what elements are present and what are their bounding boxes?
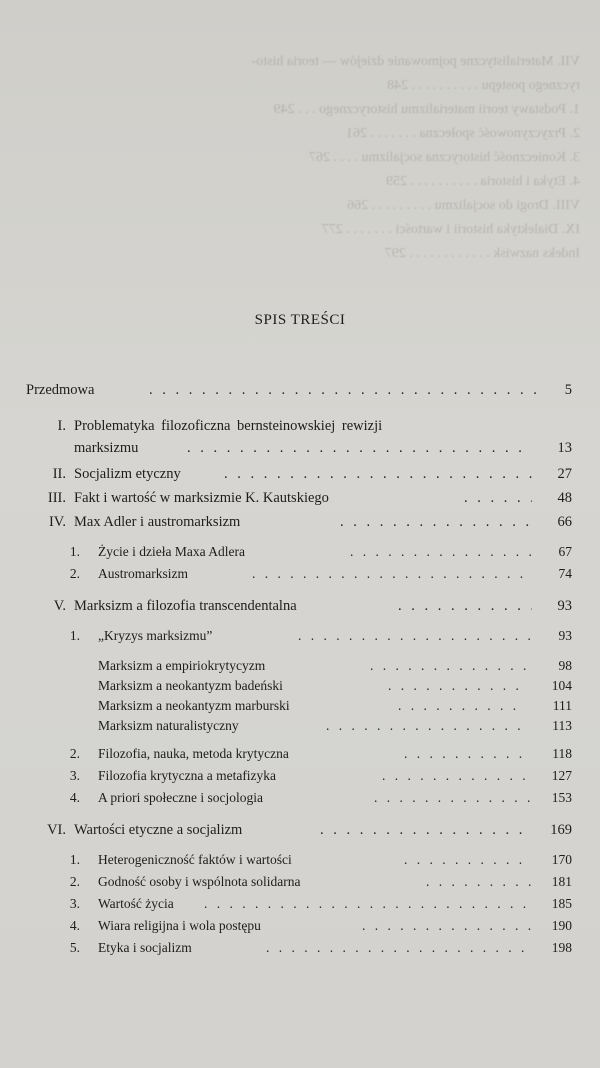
entry-page: 185 [551,896,572,911]
entry-number: 5. [69,940,80,955]
entry-title: Marksizm a neokantyzm badeński [98,678,283,693]
toc-subentry [0,894,560,914]
leader-dots [252,564,532,584]
entry-page: 48 [557,490,572,506]
toc-subentry [98,656,538,676]
entry-title: Max Adler i austromarksizm [74,514,241,530]
toc-entry [0,416,560,436]
toc-subentry [0,542,560,562]
leader-dots [326,716,526,736]
bleed-line: IX. Dialektyka historii i wartości . . . . . . . 277 [321,222,580,237]
entry-title: Wiara religijna i wola postępu [98,918,261,933]
toc-subentry [0,872,560,892]
bleed-line: 1. Podstawy teorii materializmu historycznego . . . 249 [273,102,580,117]
entry-title: A priori społeczne i socjologia [98,790,263,805]
toc-subentry [0,788,560,808]
entry-page: 190 [551,918,572,933]
toc-subentry [0,766,560,786]
entry-title: Etyka i socjalizm [98,940,192,955]
leader-dots [388,676,526,696]
entry-title: Marksizm a empiriokrytycyzm [98,658,266,673]
bleed-line: 4. Etyka i historia . . . . . . . . . . 259 [385,174,580,189]
entry-page: 118 [552,746,572,761]
entry-page: 13 [557,440,572,456]
toc-entry [0,820,560,840]
entry-page: 67 [558,544,572,559]
entry-title: Austromarksizm [98,566,188,581]
leader-dots [398,696,526,716]
leader-dots [320,820,532,840]
toc-entry [0,596,560,616]
entry-number: 1. [69,544,80,559]
entry-page: 127 [551,768,572,783]
leader-dots [404,850,532,870]
toc-subentry [98,716,538,736]
entry-number: 2. [69,566,80,581]
bleed-through-text [60,50,580,300]
entry-title: Wartości etyczne a socjalizm [74,822,243,838]
entry-number: 1. [69,852,80,867]
entry-title: Socjalizm etyczny [74,466,181,482]
toc-entry [0,488,560,508]
leader-dots [224,464,532,484]
entry-title: Problematyka filozoficzna bernsteinowskiej rewizji [74,418,383,434]
entry-title: Wartość życia [98,896,174,911]
leader-dots [362,916,532,936]
toc-subentry [98,676,538,696]
entry-number: 3. [69,768,80,783]
entry-page: 113 [552,718,572,733]
entry-number: IV. [48,514,66,530]
bleed-line: 3. Konieczność historyczna socjalizmu . . . . 267 [309,150,580,165]
entry-page: 27 [557,466,572,482]
entry-title: Marksizm a filozofia transcendentalna [74,598,297,614]
entry-title: Marksizm a neokantyzm marburski [98,698,290,713]
leader-dots [426,872,532,892]
entry-title: Godność osoby i wspólnota solidarna [98,874,301,889]
entry-title: marksizmu [74,440,139,456]
entry-page: 66 [557,514,572,530]
entry-number: 4. [69,918,80,933]
toc-subentry [0,938,560,958]
entry-page: 93 [557,598,572,614]
leader-dots [382,766,532,786]
toc-subentry [0,626,560,646]
leader-dots [370,656,532,676]
leader-dots [149,380,544,400]
leader-dots [204,894,532,914]
bleed-line: Indeks nazwisk . . . . . . . . . . . . 297 [384,246,580,261]
toc-entry [0,512,560,532]
entry-title: Życie i dzieła Maxa Adlera [98,544,245,559]
leader-dots [404,744,532,764]
page-title: SPIS TREŚCI [254,312,346,328]
leader-dots [266,938,532,958]
entry-title: Filozofia, nauka, metoda krytyczna [98,746,289,761]
leader-dots [464,488,532,508]
entry-number: 2. [69,874,80,889]
entry-page: 74 [558,566,572,581]
entry-page: 153 [551,790,572,805]
entry-page: 111 [552,698,572,713]
entry-page: 181 [551,874,572,889]
toc-entry-continuation [74,438,574,458]
entry-number: I. [57,418,66,434]
entry-title: Przedmowa [26,382,95,398]
bleed-line: 2. Przyczynowość społeczna . . . . . . . 261 [345,126,580,141]
leader-dots [340,512,532,532]
entry-page: 93 [558,628,572,643]
entry-page: 169 [550,822,572,838]
toc-subentry [0,916,560,936]
entry-page: 198 [551,940,572,955]
entry-number: 1. [69,628,80,643]
entry-number: VI. [47,822,66,838]
entry-page: 104 [551,678,572,693]
toc-subentry [0,744,560,764]
entry-title: Heterogeniczność faktów i wartości [98,852,292,867]
entry-title: Filozofia krytyczna a metafizyka [98,768,277,783]
entry-number: III. [47,490,66,506]
toc-entry [0,464,560,484]
entry-page: 170 [551,852,572,867]
leader-dots [187,438,532,458]
entry-page: 98 [558,658,572,673]
entry-number: 2. [69,746,80,761]
entry-number: 4. [69,790,80,805]
entry-title: Marksizm naturalistyczny [98,718,239,733]
leader-dots [350,542,532,562]
entry-number: V. [53,598,66,614]
entry-number: II. [52,466,66,482]
bleed-line: VIII. Drogi do socjalizmu . . . . . . . . . 266 [347,198,580,213]
bleed-line: VII. Materialistyczne pojmowanie dziejów — teoria histo- [251,54,580,69]
entry-title: Fakt i wartość w marksizmie K. Kautskiego [74,490,329,506]
toc-subentry [0,564,560,584]
bleed-line: rycznego postępu . . . . . . . . . . 248 [387,78,580,93]
entry-page: 5 [564,382,572,398]
leader-dots [374,788,532,808]
toc-entry [26,380,546,400]
entry-title: „Kryzys marksizmu” [98,628,213,643]
toc-subentry [0,850,560,870]
leader-dots [398,596,532,616]
entry-number: 3. [69,896,80,911]
toc-subentry [98,696,538,716]
leader-dots [298,626,532,646]
